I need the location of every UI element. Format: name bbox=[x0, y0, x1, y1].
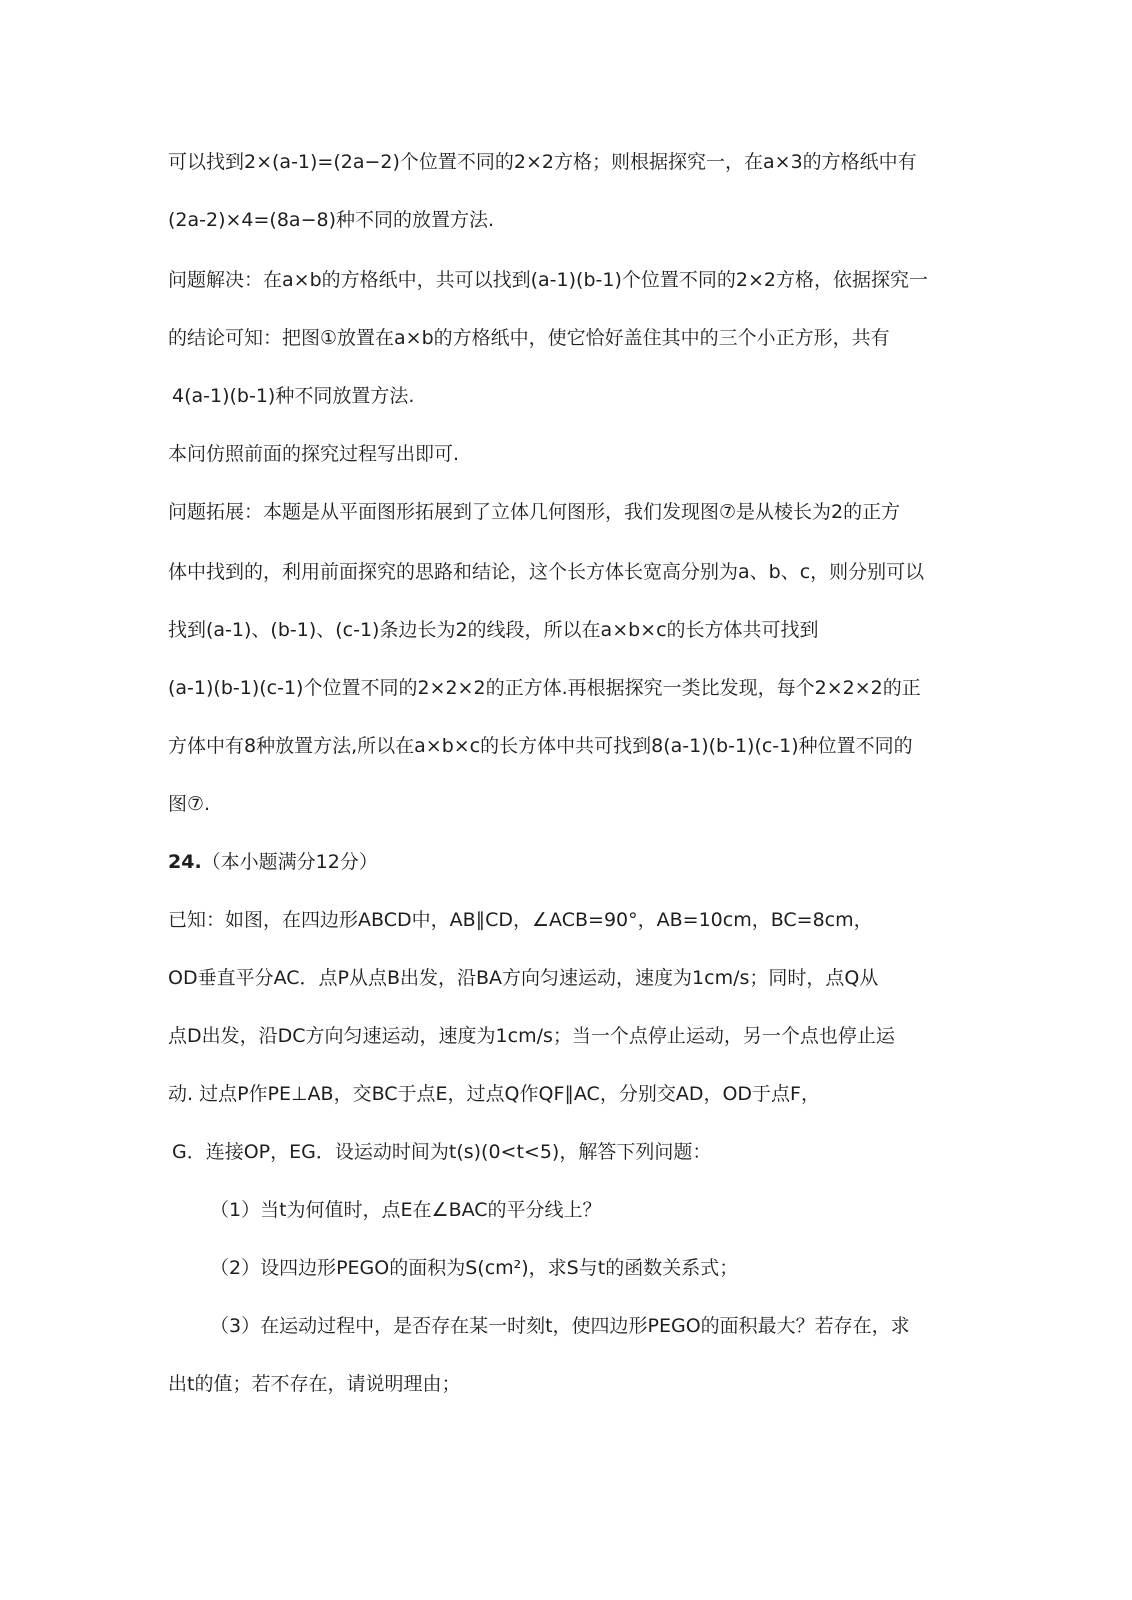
question-number: 24. bbox=[168, 851, 202, 873]
text-line: 可以找到2×(a-1)=(2a−2)个位置不同的2×2方格；则根据探究一，在a×3的方格纸中有 bbox=[168, 151, 917, 173]
question-score-note: （本小题满分12分） bbox=[201, 851, 378, 873]
question-line: 出t的值；若不存在，请说明理由； bbox=[168, 1373, 461, 1395]
sub-question-2: （2）设四边形PEGO的面积为S(cm²)，求S与t的函数关系式； bbox=[210, 1257, 739, 1279]
text-line: (2a-2)×4=(8a−8)种不同的放置方法. bbox=[168, 209, 495, 231]
text-line: 方体中有8种放置方法,所以在a×b×c的长方体中共可找到8(a-1)(b-1)(c-1)种位置不同的 bbox=[168, 735, 913, 757]
question-header bbox=[168, 848, 948, 876]
question-line: 已知：如图，在四边形ABCD中，AB∥CD，∠ACB=90°，AB=10cm，BC=8cm， bbox=[168, 909, 873, 931]
sub-question-3: （3）在运动过程中，是否存在某一时刻t，使四边形PEGO的面积最大？若存在，求 bbox=[210, 1315, 910, 1337]
question-line: G．连接OP，EG．设运动时间为t(s)(0<t<5)，解答下列问题： bbox=[172, 1141, 712, 1163]
text-line: 4(a-1)(b-1)种不同放置方法. bbox=[172, 385, 415, 407]
question-line: OD垂直平分AC．点P从点B出发，沿BA方向匀速运动，速度为1cm/s；同时，点Q从 bbox=[168, 967, 879, 989]
text-line: 图⑦. bbox=[168, 793, 211, 815]
text-line: (a-1)(b-1)(c-1)个位置不同的2×2×2的正方体.再根据探究一类比发现，每个2×2×2的正 bbox=[168, 677, 921, 699]
text-line: 找到(a-1)、(b-1)、(c-1)条边长为2的线段，所以在a×b×c的长方体共可找到 bbox=[168, 619, 819, 641]
question-line: 点D出发，沿DC方向匀速运动，速度为1cm/s；当一个点停止运动，另一个点也停止运 bbox=[168, 1025, 895, 1047]
question-line: 动. 过点P作PE⊥AB，交BC于点E，过点Q作QF∥AC，分别交AD，OD于点F， bbox=[168, 1083, 820, 1105]
text-line: 问题解决：在a×b的方格纸中，共可以找到(a-1)(b-1)个位置不同的2×2方格，依据探究一 bbox=[168, 269, 928, 291]
text-line: 问题拓展：本题是从平面图形拓展到了立体几何图形，我们发现图⑦是从棱长为2的正方 bbox=[168, 501, 901, 523]
sub-question-1: （1）当t为何值时，点E在∠BAC的平分线上？ bbox=[210, 1199, 602, 1221]
text-line: 的结论可知：把图①放置在a×b的方格纸中，使它恰好盖住其中的三个小正方形，共有 bbox=[168, 327, 890, 349]
text-line: 本问仿照前面的探究过程写出即可. bbox=[168, 443, 460, 465]
text-line: 体中找到的，利用前面探究的思路和结论，这个长方体长宽高分别为a、b、c，则分别可以 bbox=[168, 561, 925, 583]
